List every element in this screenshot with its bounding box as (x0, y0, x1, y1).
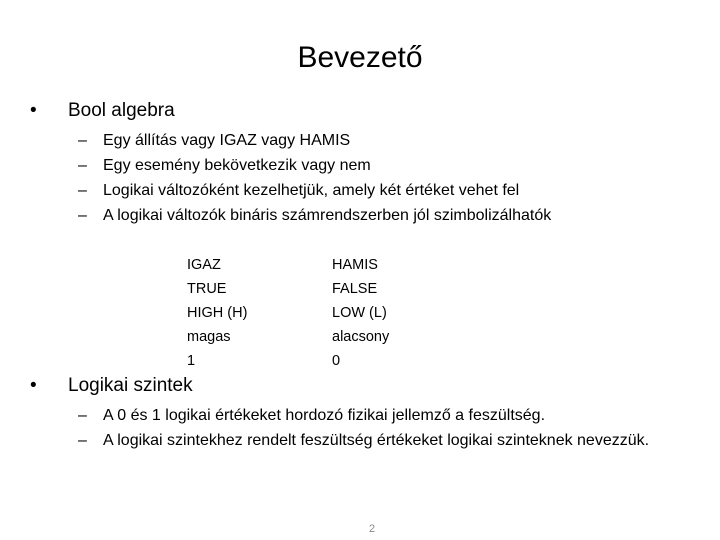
dash-marker: – (78, 407, 87, 424)
slide-title: Bevezető (297, 41, 423, 74)
dash-marker: – (78, 432, 87, 449)
true-value: HIGH (H) (187, 305, 248, 321)
true-value: 1 (187, 353, 196, 369)
sub-item (78, 153, 663, 178)
logikai-szintek-sublist (78, 403, 663, 453)
dash-marker: – (78, 207, 87, 224)
sub-item (78, 128, 663, 153)
dash-marker: – (78, 157, 87, 174)
false-value: FALSE (332, 281, 378, 297)
false-value: 0 (332, 353, 341, 369)
sub-item-text: Logikai változóként kezelhetjük, amely két értéket vehet fel (103, 182, 520, 199)
false-values-column (332, 253, 389, 373)
dash-marker: – (78, 182, 87, 199)
bullet-label: Bool algebra (68, 100, 175, 121)
bullet-bool-algebra (30, 98, 175, 124)
page-number: 2 (368, 523, 376, 535)
sub-item-text: A logikai szintekhez rendelt feszültség értékeket logikai szinteknek nevezzük. (103, 432, 650, 449)
sub-item-text: Egy állítás vagy IGAZ vagy HAMIS (103, 132, 351, 149)
sub-item-text: Egy esemény bekövetkezik vagy nem (103, 157, 371, 174)
sub-item (78, 403, 663, 428)
bullet-dot: • (30, 375, 37, 396)
false-value: alacsony (332, 329, 390, 345)
bool-algebra-sublist (78, 128, 663, 228)
true-value: magas (187, 329, 231, 345)
false-value: HAMIS (332, 257, 378, 273)
sub-item (78, 203, 663, 228)
bullet-logikai-szintek (30, 373, 193, 399)
true-value: TRUE (187, 281, 227, 297)
sub-item (78, 178, 663, 203)
bullet-label: Logikai szintek (68, 375, 193, 396)
bullet-dot: • (30, 100, 37, 121)
false-value: LOW (L) (332, 305, 387, 321)
true-values-column (187, 253, 247, 373)
sub-item-text: A 0 és 1 logikai értékeket hordozó fizikai jellemző a feszültség. (103, 407, 546, 424)
true-value: IGAZ (187, 257, 221, 273)
sub-item-text: A logikai változók bináris számrendszerben jól szimbolizálhatók (103, 207, 552, 224)
dash-marker: – (78, 132, 87, 149)
sub-item (78, 428, 663, 453)
